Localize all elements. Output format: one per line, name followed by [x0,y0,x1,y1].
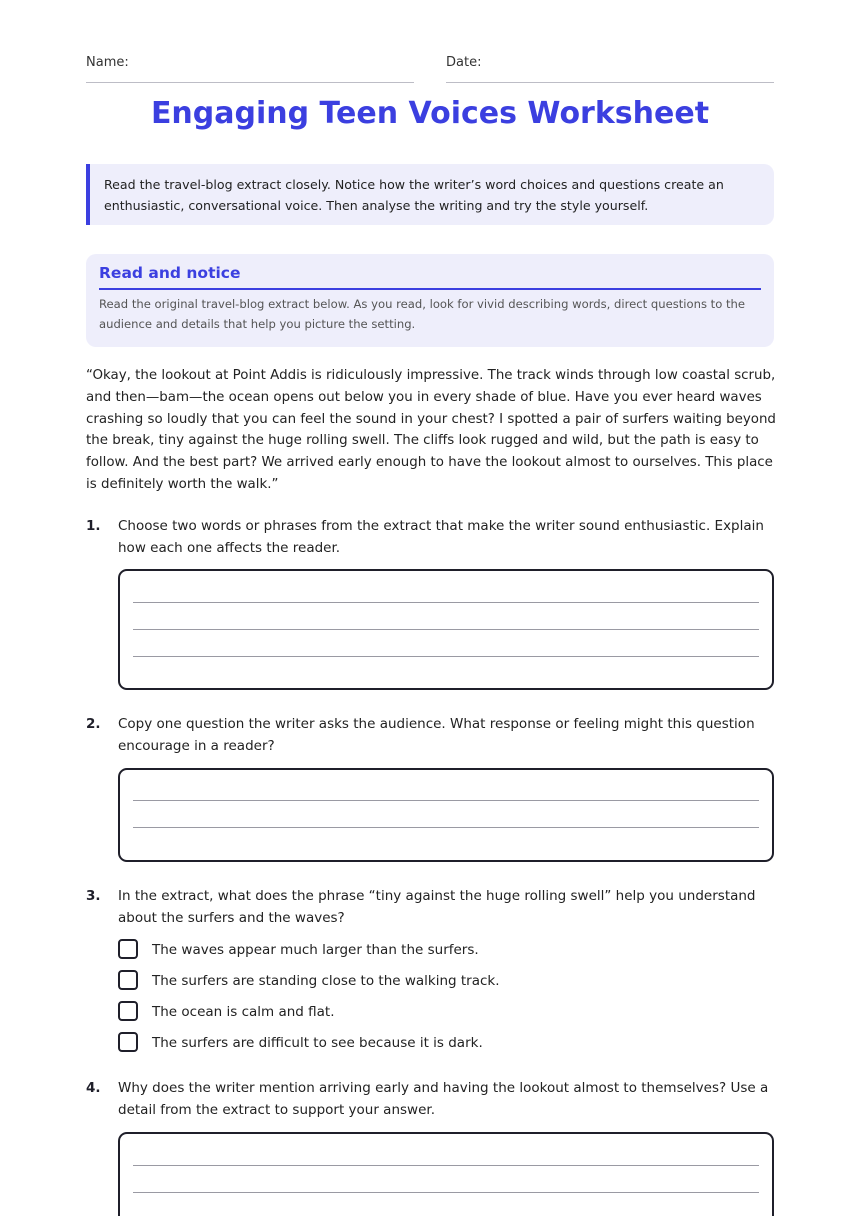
question-number: 2. [86,716,101,732]
option-checkbox[interactable] [118,970,138,990]
question-3-options [118,939,774,1063]
option-c[interactable] [118,1001,774,1032]
option-label: The waves appear much larger than the surfers. [152,942,479,958]
option-label: The surfers are difficult to see because it is dark. [152,1035,483,1051]
option-b[interactable] [118,970,774,1001]
option-d[interactable] [118,1032,774,1063]
option-a[interactable] [118,939,774,970]
answer-line [133,827,759,828]
answer-box-1[interactable] [118,569,774,690]
section-heading: Read and notice [99,264,761,290]
option-label: The ocean is calm and flat. [152,1004,335,1020]
answer-line [133,800,759,801]
option-checkbox[interactable] [118,1032,138,1052]
date-line [446,82,774,83]
name-label: Name: [86,55,129,70]
question-text: In the extract, what does the phrase “tiny against the huge rolling swell” help you understand about the surfers and the waves? [118,888,756,926]
question-text: Why does the writer mention arriving early and having the lookout almost to themselves? Use a detail from the extract to support your answer. [118,1080,769,1118]
option-checkbox[interactable] [118,939,138,959]
blog-extract: “Okay, the lookout at Point Addis is ridiculously impressive. The track winds through low coastal scrub, and then—bam—the ocean opens out below you in every shade of blue. Have you ever heard waves crashing so loudly that you can feel the sound in your chest? I spotted a pair of surfers waiting beyond the break, tiny against the huge rolling swell. The cliffs look rugged and wild, but the path is easy to follow. And the best part? We arrived early enough to have the lookout almost to ourselves. This place is definitely worth the walk.” [86,368,776,492]
page-title: Engaging Teen Voices Worksheet [150,96,710,131]
question-number: 3. [86,888,101,904]
intro-callout: Read the travel-blog extract closely. Notice how the writer’s word choices and questions create an enthusiastic, conversational voice. Then analyse the writing and try the style yourself. [86,164,774,225]
option-label: The surfers are standing close to the walking track. [152,973,500,989]
option-checkbox[interactable] [118,1001,138,1021]
question-text: Copy one question the writer asks the audience. What response or feeling might this question encourage in a reader? [118,716,755,754]
date-label: Date: [446,55,482,70]
name-field[interactable] [86,55,129,70]
answer-box-2[interactable] [118,768,774,862]
answer-line [133,1192,759,1193]
answer-box-4[interactable] [118,1132,774,1216]
date-field[interactable] [446,55,481,70]
answer-line [133,602,759,603]
question-text: Choose two words or phrases from the extract that make the writer sound enthusiastic. Explain how each one affects the reader. [118,518,764,556]
section-instructions: Read the original travel-blog extract below. As you read, look for vivid describing words, direct questions to the audience and details that help you picture the setting. [99,297,746,331]
question-number: 1. [86,518,101,534]
answer-line [133,1165,759,1166]
name-line [86,82,414,83]
question-number: 4. [86,1080,101,1096]
read-notice-panel [86,254,774,347]
answer-line [133,629,759,630]
answer-line [133,656,759,657]
